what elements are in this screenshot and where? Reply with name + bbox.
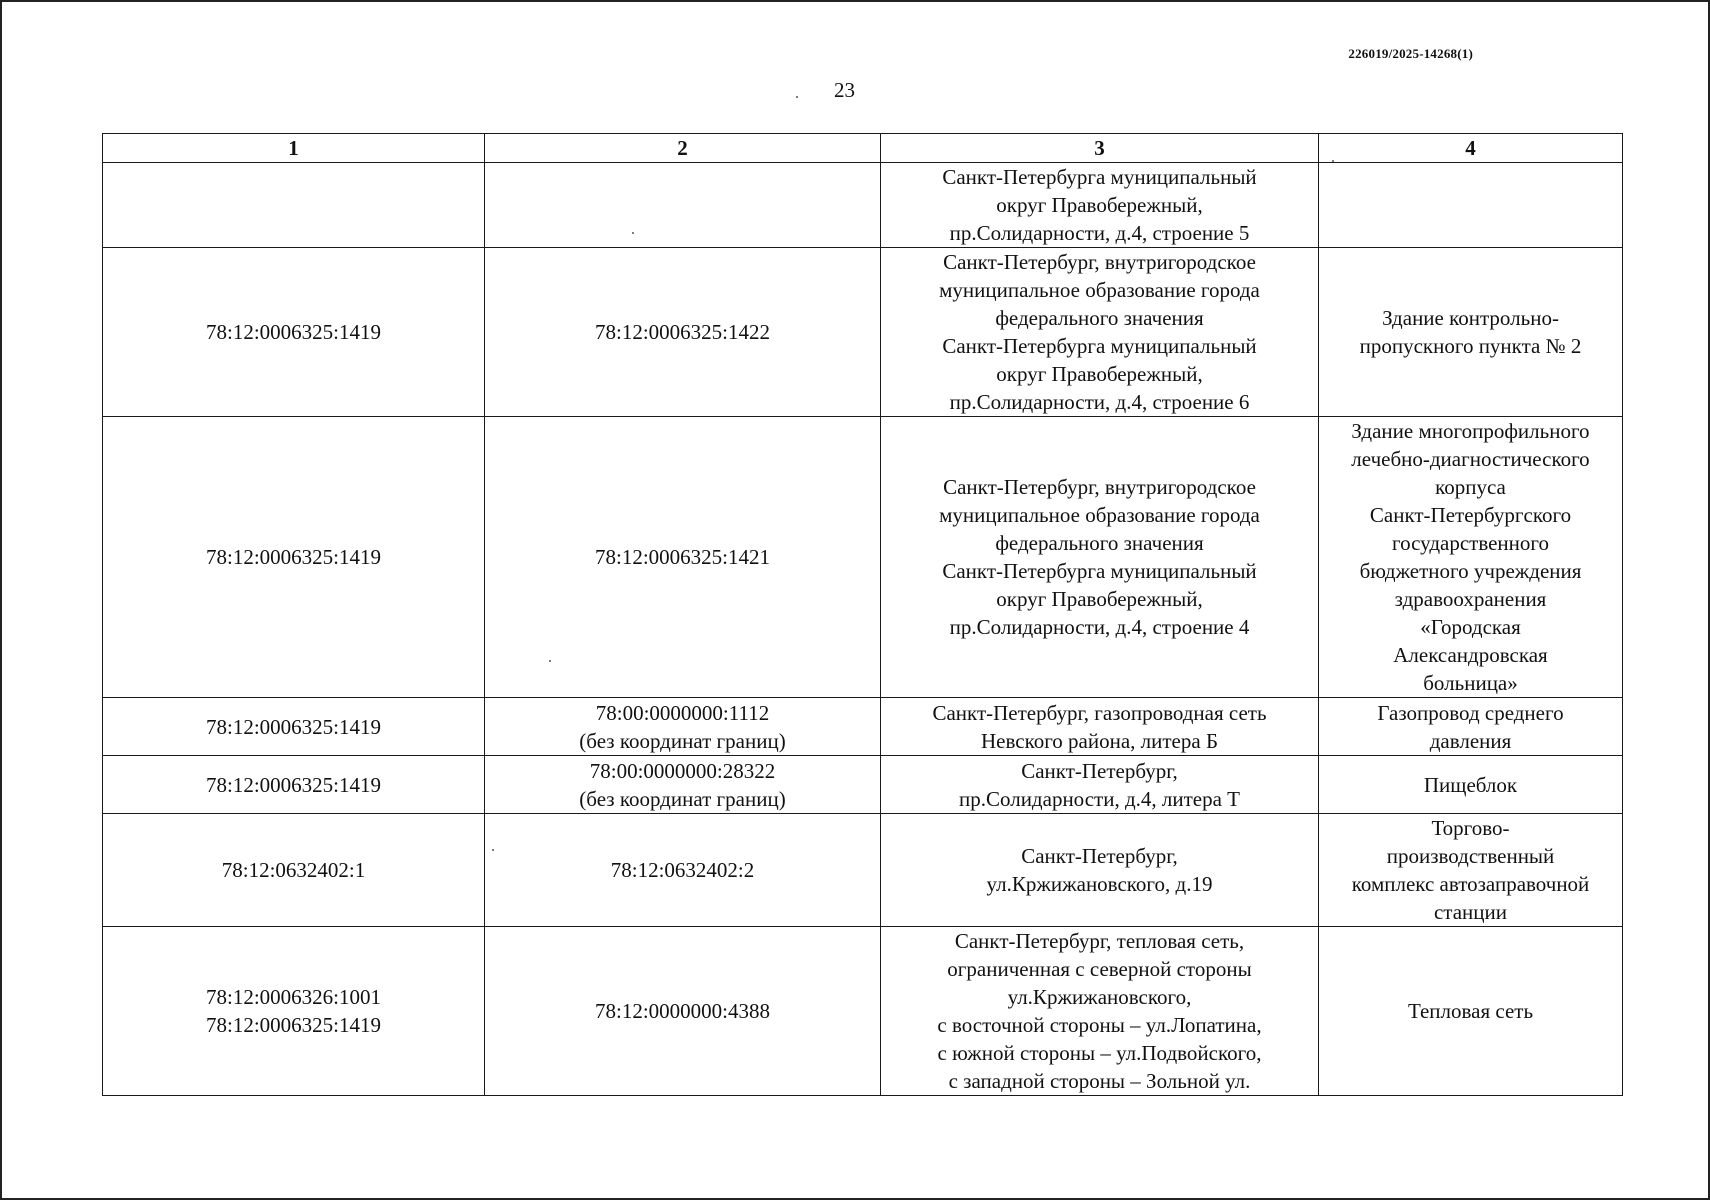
table-cell-col3 [881,756,1319,814]
table-cell-col4 [1319,417,1623,698]
cell-text-line: 78:12:0006325:1419 [205,320,381,344]
table-cell-col3 [881,927,1319,1096]
cell-text-line: бюджетного учреждения [1359,559,1582,583]
cell-text-line: «Городская [1420,615,1521,639]
cell-text-line: Пищеблок [1423,772,1518,797]
table-cell-col3 [881,698,1319,756]
cell-text-line: Санкт-Петербург, тепловая сеть, [954,929,1245,953]
table-row [103,417,1623,698]
cell-text-line: здравоохранения [1394,587,1547,611]
cell-text-line: производственный [1386,844,1555,868]
cell-text-line: с восточной стороны – ул.Лопатина, [937,1013,1262,1037]
table-cell-col3 [881,163,1319,248]
table-body [103,163,1623,1096]
table-cell-col4 [1319,927,1623,1096]
cell-text-line: пр.Солидарности, д.4, литера Т [959,786,1240,811]
table-row [103,814,1623,927]
table-cell-col3 [881,814,1319,927]
cell-text-line: Александровская [1393,643,1548,667]
cell-text-line: округ Правобережный, [996,193,1203,217]
cell-text-line: комплекс автозаправочной [1351,872,1590,896]
cell-text-line: ул.Кржижановского, [1007,985,1192,1009]
cell-text-line: Здание контрольно- [1382,306,1559,330]
table-row [103,698,1623,756]
cell-text-line: пропускного пункта № 2 [1359,334,1582,358]
cell-text-line: пр.Солидарности, д.4, строение 4 [949,615,1250,639]
cell-text-line: Санкт-Петербурга муниципальный [942,165,1257,189]
page-number: 23 [834,78,855,102]
cell-text-line: станции [1433,900,1508,924]
cell-text-line: Санкт-Петербургского [1369,503,1572,527]
table-cell-col4 [1319,814,1623,927]
table-cell-col2 [485,417,881,698]
cell-text-line: 78:12:0006325:1421 [594,545,770,569]
document-registration-number: 226019/2025-14268(1) [1348,46,1473,61]
cell-text-line: больница» [1423,671,1518,695]
cell-text-line: Здание многопрофильного [1351,419,1590,443]
cell-text-line: Санкт-Петербург, газопроводная сеть [932,700,1267,725]
cell-text-line: Невского района, литера Б [980,728,1219,753]
table-cell-col2 [485,927,881,1096]
cell-text-line: государственного [1391,531,1550,555]
cell-text-line: округ Правобережный, [996,362,1203,386]
table-cell-col4 [1319,248,1623,417]
table-row [103,756,1623,814]
cell-text-line: 78:12:0000000:4388 [594,999,770,1023]
cell-text-line: давления [1429,728,1512,753]
cell-text-line: пр.Солидарности, д.4, строение 5 [949,221,1250,245]
cell-text-line: 78:00:0000000:28322 [589,758,776,783]
cell-text-line: округ Правобережный, [996,587,1203,611]
column-header-1: 1 [103,134,485,163]
column-header-2: 2 [485,134,881,163]
cell-text-line: 78:12:0006325:1419 [205,545,381,569]
cell-text-line: 78:12:0006326:1001 [205,985,381,1009]
table-cell-col4 [1319,698,1623,756]
column-header-3: 3 [881,134,1319,163]
table-cell-col2 [485,248,881,417]
cell-text-line: Санкт-Петербурга муниципальный [942,559,1257,583]
cell-text-line: корпуса [1435,475,1506,499]
table-cell-col1 [103,756,485,814]
table-cell-col2 [485,163,881,248]
table-cell-col1 [103,927,485,1096]
table-cell-col1 [103,248,485,417]
cell-text-line: ограниченная с северной стороны [947,957,1252,981]
cell-text-line: 78:12:0632402:1 [221,858,366,882]
table-row [103,163,1623,248]
column-header-4: 4 [1319,134,1623,163]
cell-text-line: Санкт-Петербург, внутригородское [943,250,1256,274]
table-cell-col1 [103,698,485,756]
table-row [103,248,1623,417]
table-cell-col4 [1319,163,1623,248]
cell-text-line: 78:12:0632402:2 [610,858,755,882]
cell-text-line: пр.Солидарности, д.4, строение 6 [949,390,1250,414]
cell-text-line: Санкт-Петербург, [1021,758,1178,783]
cell-text-line: 78:12:0006325:1419 [205,714,381,739]
table-cell-col3 [881,417,1319,698]
table-cell-col2 [485,756,881,814]
table-row [103,927,1623,1096]
cell-text-line: федерального значения [995,531,1204,555]
cell-text-line: с южной стороны – ул.Подвойского, [937,1041,1262,1065]
cell-text-line: 78:12:0006325:1419 [205,772,381,797]
cell-text-line: лечебно-диагностического [1351,447,1590,471]
table-cell-col2 [485,814,881,927]
cell-text-line: Санкт-Петербурга муниципальный [942,334,1257,358]
cell-text-line: федерального значения [995,306,1204,330]
cell-text-line: Торгово- [1431,816,1510,840]
table-cell-col1 [103,814,485,927]
cell-text-line: Санкт-Петербург, [1021,844,1178,868]
table-cell-col3 [881,248,1319,417]
cell-text-line: муниципальное образование города [939,278,1260,302]
cell-text-line: Санкт-Петербург, внутригородское [943,475,1256,499]
cell-text-line: (без координат границ) [579,786,786,811]
cell-text-line: ул.Кржижановского, д.19 [986,872,1213,896]
cell-text-line: муниципальное образование города [939,503,1260,527]
table-cell-col2 [485,698,881,756]
scan-speck [796,96,798,98]
table-cell-col4 [1319,756,1623,814]
cell-text-line: (без координат границ) [579,728,786,753]
table-header-row [103,134,1623,163]
cadastral-objects-table [102,133,1623,1096]
cell-text-line: Газопровод среднего [1377,700,1564,725]
table-cell-col1 [103,417,485,698]
cell-text-line: Тепловая сеть [1407,999,1534,1023]
cell-text-line: 78:12:0006325:1419 [205,1013,381,1037]
cell-text-line: 78:12:0006325:1422 [594,320,770,344]
table-cell-col1 [103,163,485,248]
cell-text-line: 78:00:0000000:1112 [595,700,770,725]
cell-text-line: с западной стороны – Зольной ул. [948,1069,1251,1093]
